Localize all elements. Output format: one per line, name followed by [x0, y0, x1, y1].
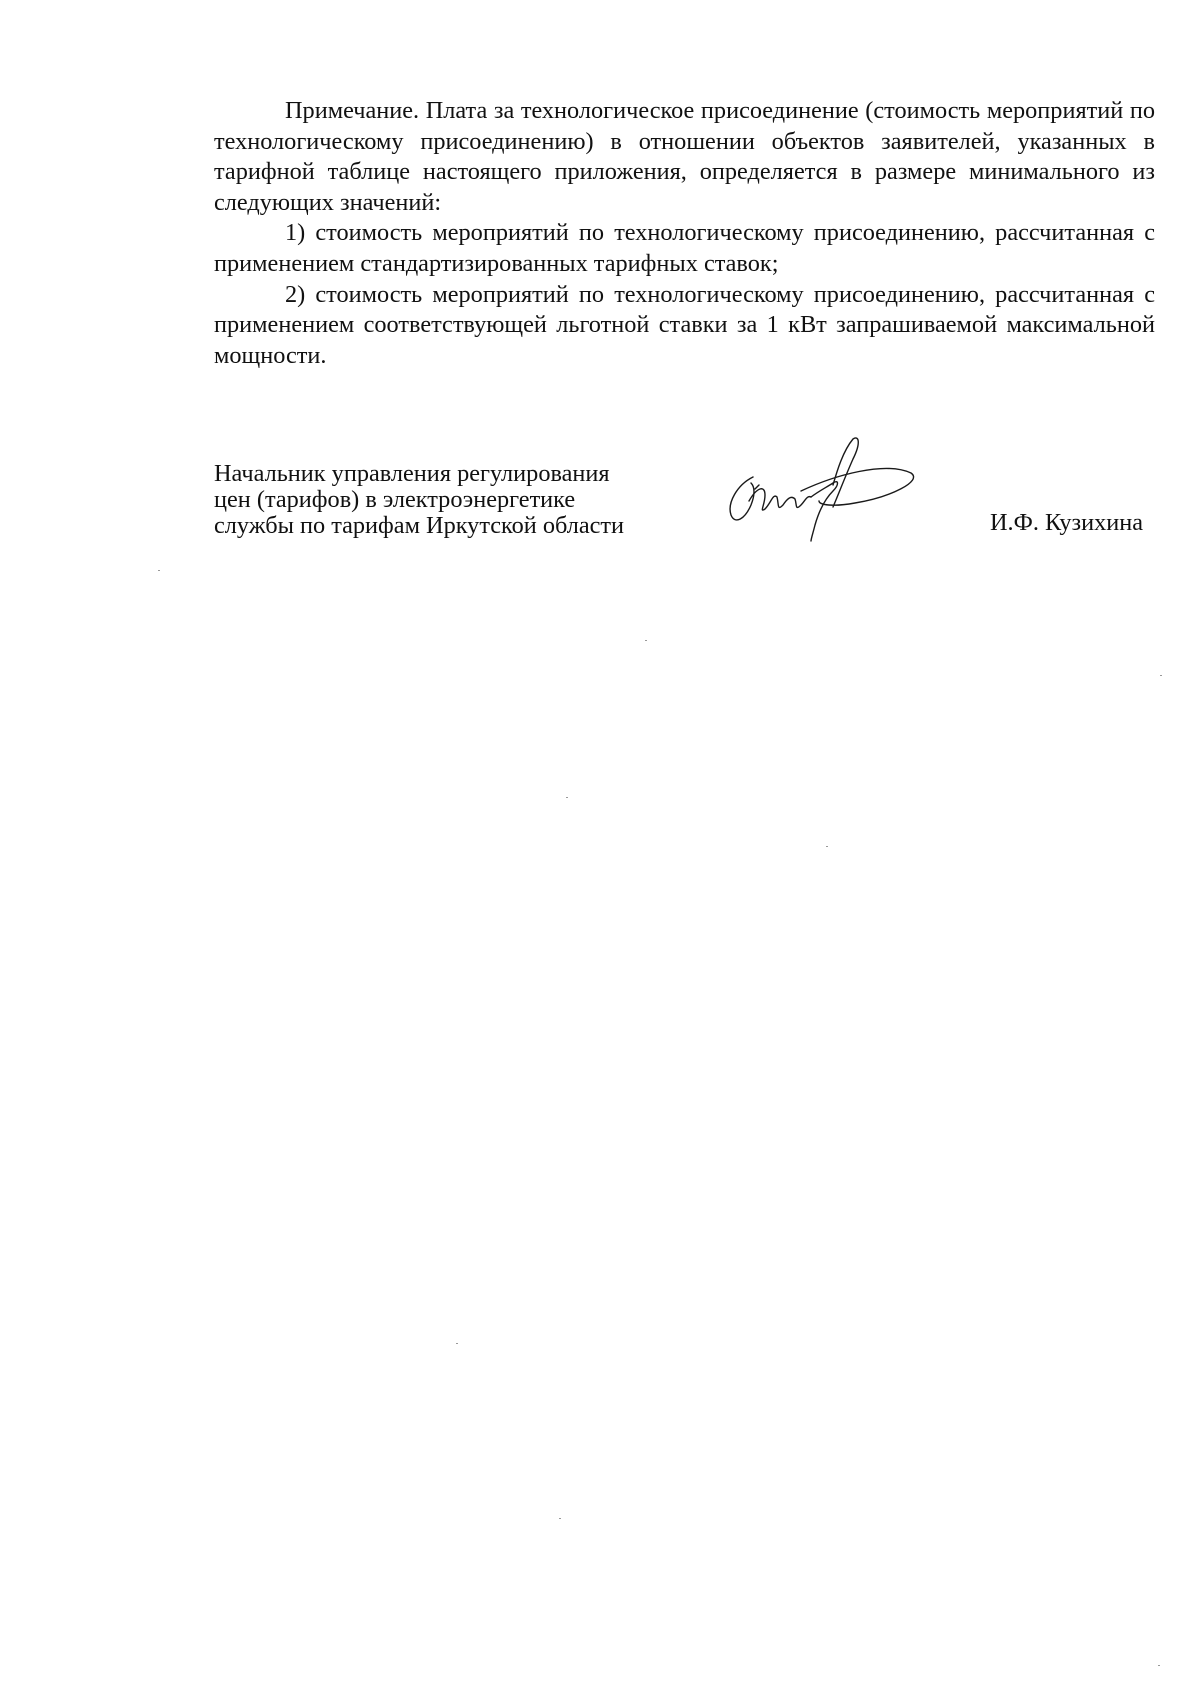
- note-item-1: 1) стоимость мероприятий по технологическому присоединению, рассчитанная с применением стандартизированных тарифных ставок;: [214, 219, 1155, 277]
- signatory-title-line: службы по тарифам Иркутской области: [214, 512, 625, 539]
- signatory-name: И.Ф. Кузихина: [990, 509, 1144, 536]
- note-item-2: 2) стоимость мероприятий по технологическому присоединению, рассчитанная с применением соответствующей льготной ставки за 1 кВт запрашиваемой максимальной мощности.: [214, 280, 1155, 369]
- scan-speck: [559, 1518, 561, 1519]
- signatory-title: [214, 461, 694, 539]
- note-paragraph: Примечание. Плата за технологическое присоединение (стоимость мероприятий по технологическому присоединению) в отношении объектов заявителей, указанных в тарифной таблице настоящего приложения, определяется в размере минимального из следующих значений:: [214, 97, 1155, 216]
- scan-speck: [158, 570, 160, 571]
- handwritten-signature: [715, 435, 915, 545]
- signatory-title-line: Начальник управления регулирования: [214, 460, 610, 487]
- scan-speck: [456, 1343, 458, 1344]
- scan-speck: [1158, 1665, 1160, 1666]
- signatory-title-line: цен (тарифов) в электроэнергетике: [214, 486, 576, 513]
- scan-speck: [1160, 675, 1162, 676]
- scan-speck: [566, 797, 568, 798]
- scan-speck: [826, 846, 828, 847]
- note-section: [214, 96, 1155, 371]
- scan-speck: [645, 640, 647, 641]
